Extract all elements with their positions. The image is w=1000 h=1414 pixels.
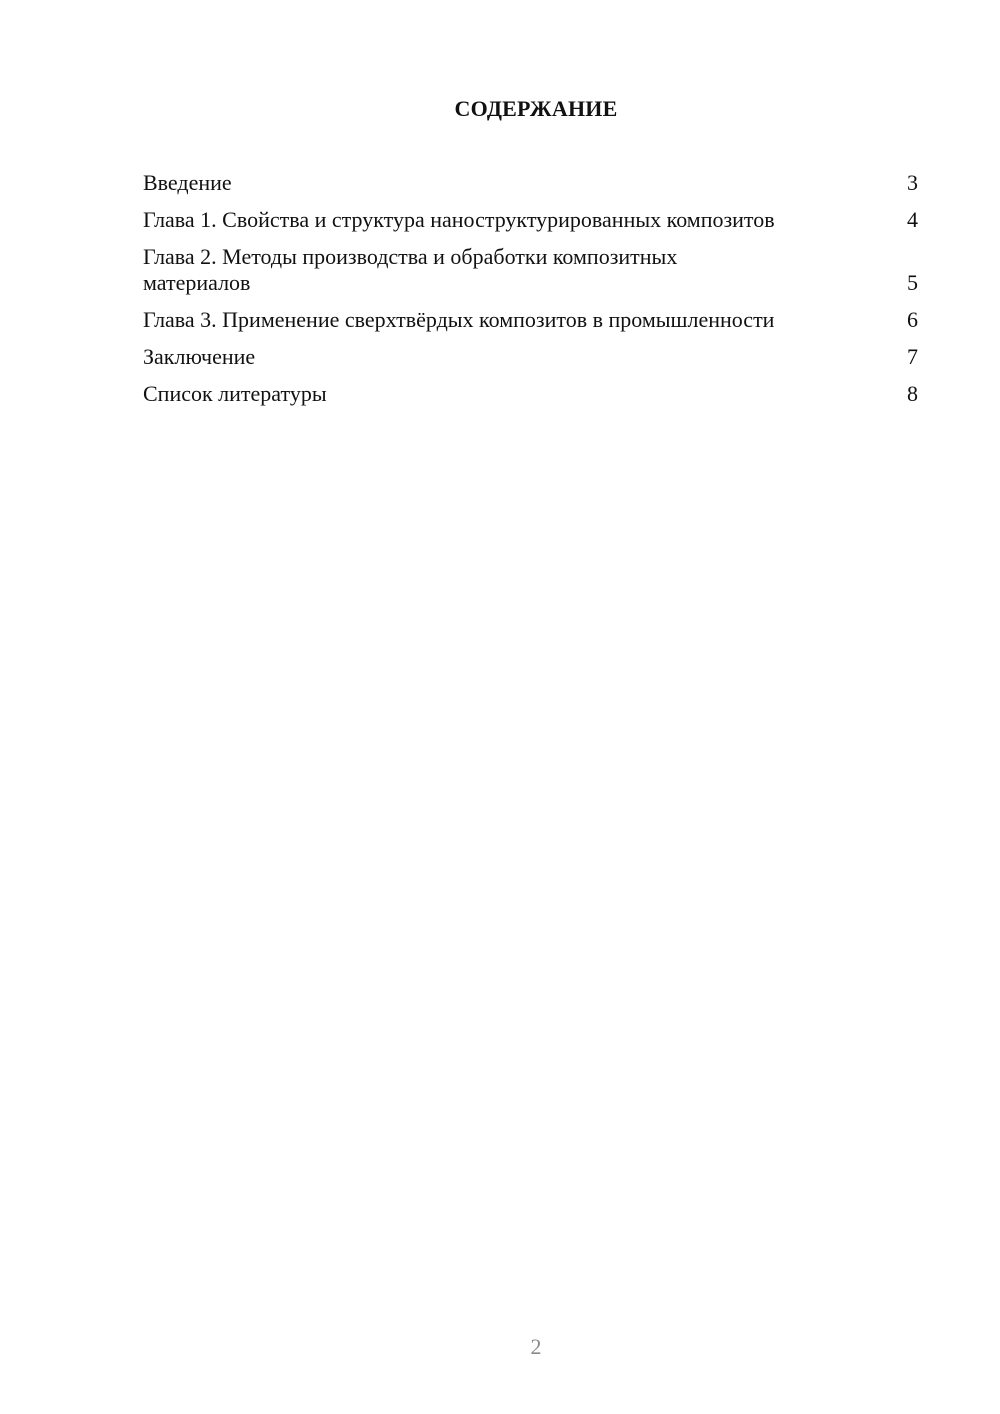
toc-entry-introduction: [143, 170, 918, 196]
toc-entry-page-number: 6: [907, 307, 918, 332]
toc-entry-label: Глава 1. Свойства и структура наноструктурированных композитов: [143, 207, 775, 232]
toc-entry-label: Глава 2. Методы производства и обработки композитных материалов: [143, 244, 678, 295]
table-of-contents: [143, 170, 918, 418]
toc-entry-label: Введение: [143, 170, 232, 195]
toc-entry-page-number: 7: [907, 344, 918, 369]
toc-entry-chapter-1: [143, 207, 918, 233]
toc-entry-label: Заключение: [143, 344, 256, 369]
page-number: 2: [530, 1334, 542, 1359]
toc-entry-conclusion: [143, 344, 918, 370]
toc-entry-page-number: 3: [907, 170, 918, 195]
toc-entry-chapter-3: [143, 307, 918, 333]
page-title: СОДЕРЖАНИЕ: [454, 96, 618, 121]
toc-entry-label: Глава 3. Применение сверхтвёрдых композитов в промышленности: [143, 307, 775, 332]
toc-entry-page-number: 5: [907, 270, 918, 295]
toc-entry-label: Список литературы: [143, 381, 327, 406]
toc-entry-page-number: 4: [907, 207, 918, 232]
toc-entry-references: [143, 381, 918, 407]
toc-entry-page-number: 8: [907, 381, 918, 406]
toc-entry-chapter-2: [143, 244, 918, 296]
